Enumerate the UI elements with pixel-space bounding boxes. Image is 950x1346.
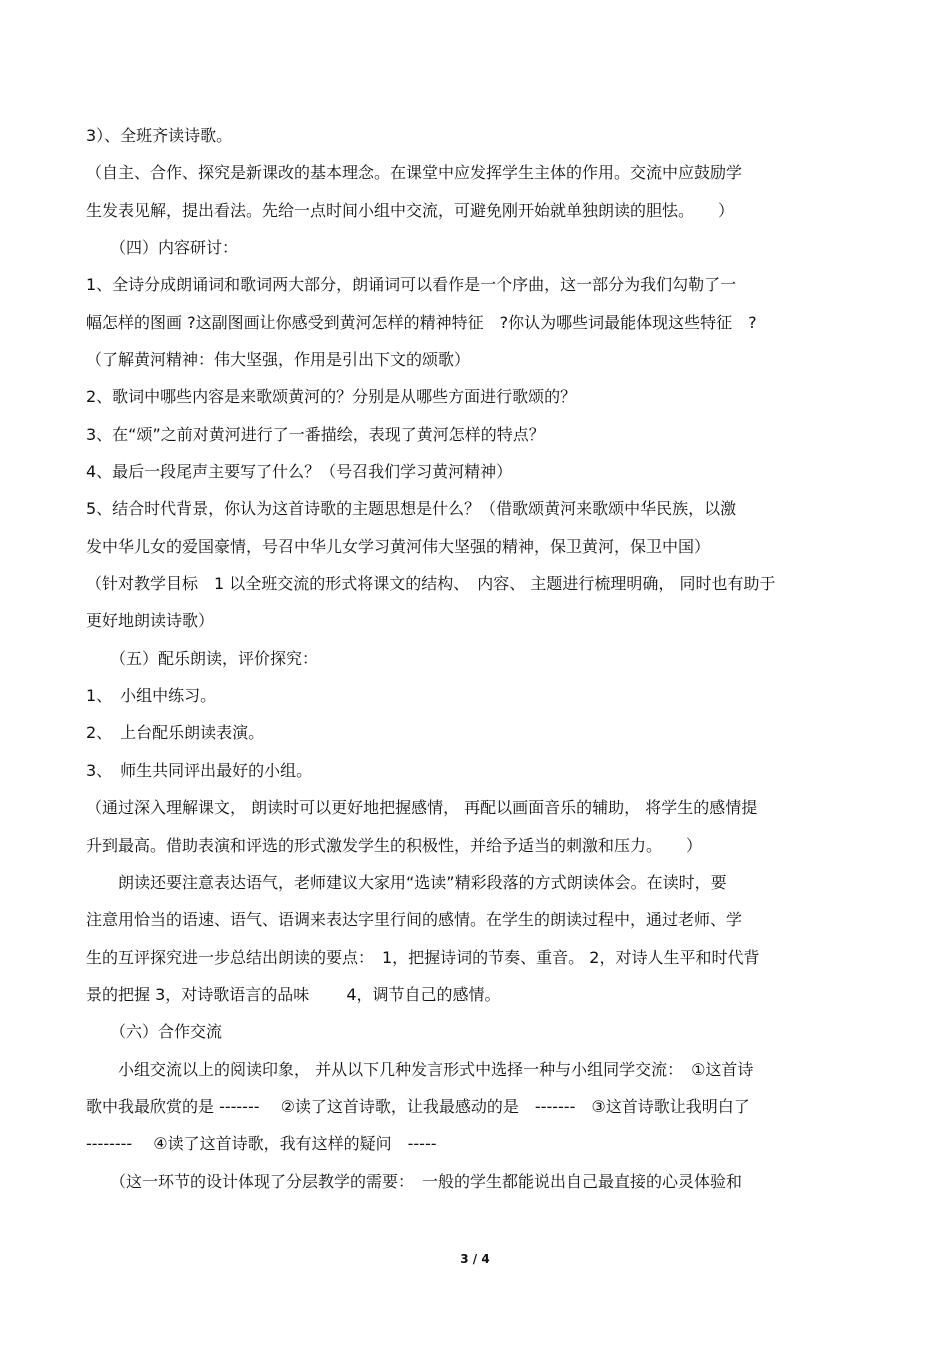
text-line: 生的互评探究进一步总结出朗读的要点： 1，把握诗词的节奏、重音。 2，对诗人生平和时代背 (86, 948, 760, 967)
section-heading: （五）配乐朗读，评价探究： (86, 649, 319, 668)
text-line: （针对教学目标 1 以全班交流的形式将课文的结构、 内容、 主题进行梳理明确， 同时也有助于 (86, 574, 776, 593)
text-line: 景的把握 3，对诗歌语言的品味 4，调节自己的感情。 (86, 985, 501, 1004)
text-line: 4、最后一段尾声主要写了什么？（号召我们学习黄河精神） (86, 462, 513, 481)
text-line: 注意用恰当的语速、语气、语调来表达字里行间的感情。在学生的朗读过程中，通过老师、学 (86, 910, 743, 929)
list-item: 1、 小组中练习。 (86, 686, 217, 705)
text-line: （自主、合作、探究是新课改的基本理念。在课堂中应发挥学生主体的作用。交流中应鼓励学 (86, 163, 743, 182)
text-line: 发中华儿女的爱国豪情，号召中华儿女学习黄河伟大坚强的精神，保卫黄河，保卫中国） (86, 537, 711, 556)
text-line: （了解黄河精神：伟大坚强，作用是引出下文的颂歌） (86, 350, 471, 369)
text-line: 小组交流以上的阅读印象， 并从以下几种发言形式中选择一种与小组同学交流： ①这首诗 (86, 1060, 754, 1079)
text-line: （通过深入理解课文， 朗读时可以更好地把握感情， 再配以画面音乐的辅助， 将学生的感情提 (86, 798, 758, 817)
section-heading: （六）合作交流 (86, 1022, 223, 1041)
text-line: 更好地朗读诗歌） (86, 611, 215, 630)
list-item: 2、 上台配乐朗读表演。 (86, 723, 265, 742)
text-line: 5、结合时代背景，你认为这首诗歌的主题思想是什么？（借歌颂黄河来歌颂中华民族，以激 (86, 499, 737, 518)
text-line: 升到最高。借助表演和评选的形式激发学生的积极性，并给予适当的刺激和压力。 ） (86, 836, 703, 855)
section-heading: （四）内容研讨： (86, 238, 239, 257)
text-line: 歌中我最欣赏的是 ------- ②读了这首诗歌，让我最感动的是 ------- ③这首诗歌让我明白了 (86, 1097, 750, 1116)
text-line: 2、歌词中哪些内容是来歌颂黄河的？分别是从哪些方面进行歌颂的？ (86, 387, 577, 406)
text-line: -------- ④读了这首诗歌，我有这样的疑问 ----- (86, 1134, 437, 1153)
text-line: （这一环节的设计体现了分层教学的需要： 一般的学生都能说出自己最直接的心灵体验和 (86, 1172, 743, 1191)
text-line: 3、在“颂”之前对黄河进行了一番描绘，表现了黄河怎样的特点？ (86, 425, 545, 444)
text-line: 朗读还要注意表达语气，老师建议大家用“选读”精彩段落的方式朗读体会。在读时，要 (86, 873, 727, 892)
text-line: 幅怎样的图画 ?这副图画让你感受到黄河怎样的精神特征 ?你认为哪些词最能体现这些特征 ? (86, 313, 757, 332)
list-item: 3、 师生共同评出最好的小组。 (86, 761, 313, 780)
text-line: 生发表见解，提出看法。先给一点时间小组中交流，可避免刚开始就单独朗读的胆怯。 ） (86, 201, 735, 220)
text-line: 3）、全班齐读诗歌。 (86, 126, 233, 145)
text-line: 1、全诗分成朗诵词和歌词两大部分，朗诵词可以看作是一个序曲，这一部分为我们勾勒了一 (86, 275, 737, 294)
page-number: 3 / 4 (460, 1252, 490, 1266)
